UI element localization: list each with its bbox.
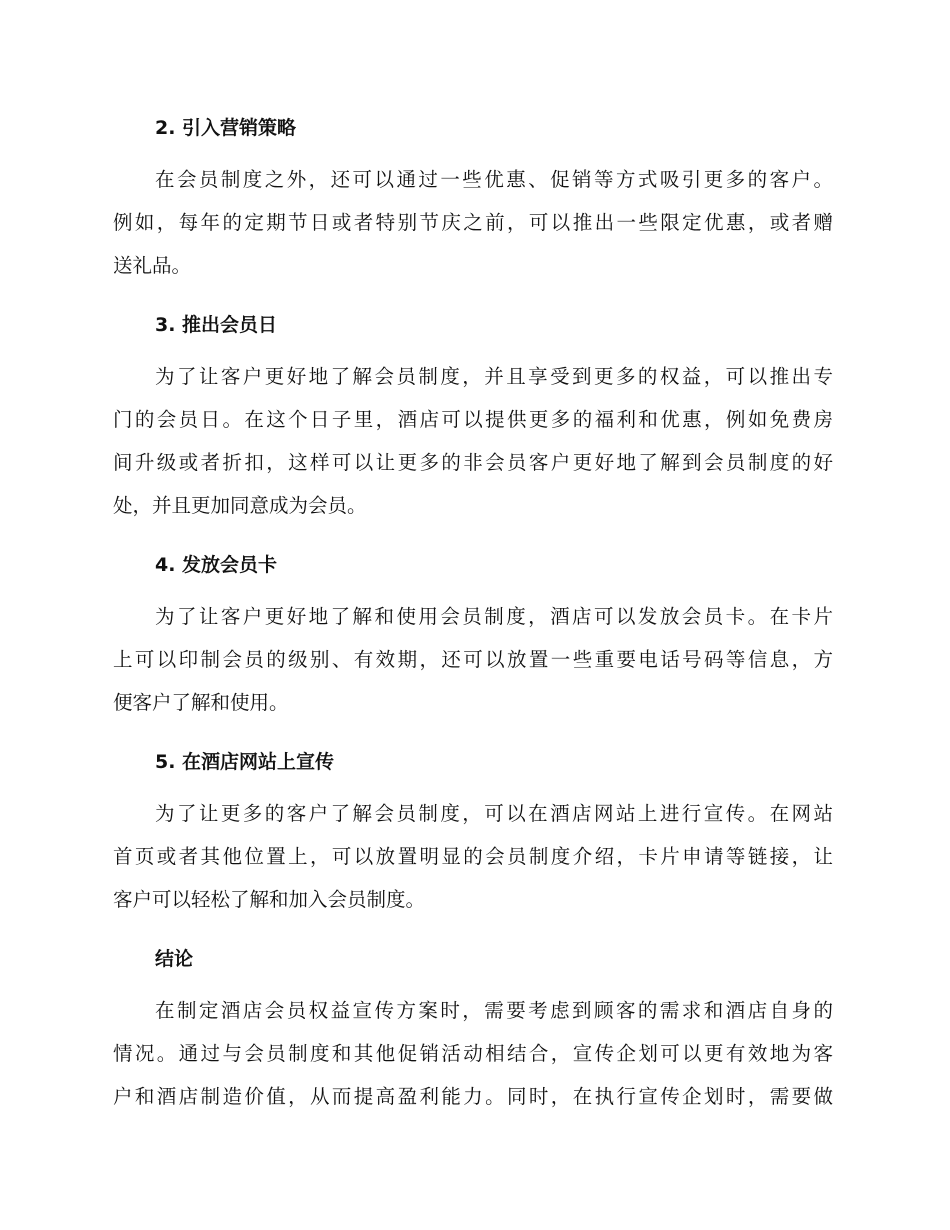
paragraph-line: 首页或者其他位置上，可以放置明显的会员制度介绍，卡片申请等链接，让 <box>113 845 833 868</box>
paragraph-line: 客户可以轻松了解和加入会员制度。 <box>113 888 426 911</box>
paragraph-member-card <box>113 595 833 724</box>
section-heading-marketing: 2. 引入营销策略 <box>155 117 297 139</box>
section-heading-website: 5. 在酒店网站上宣传 <box>155 751 335 773</box>
paragraph-line: 送礼品。 <box>113 254 192 277</box>
paragraph-line: 情况。通过与会员制度和其他促销活动相结合，宣传企划可以更有效地为客 <box>113 1042 833 1065</box>
paragraph-line: 在制定酒店会员权益宣传方案时，需要考虑到顾客的需求和酒店自身的 <box>155 999 833 1022</box>
paragraph-line: 例如，每年的定期节日或者特别节庆之前，可以推出一些限定优惠，或者赠 <box>113 211 833 234</box>
paragraph-line: 为了让客户更好地了解会员制度，并且享受到更多的权益，可以推出专 <box>155 365 833 388</box>
paragraph-line: 户和酒店制造价值，从而提高盈利能力。同时，在执行宣传企划时，需要做 <box>113 1085 833 1108</box>
paragraph-line: 便客户了解和使用。 <box>113 691 289 714</box>
paragraph-line: 上可以印制会员的级别、有效期，还可以放置一些重要电话号码等信息，方 <box>113 648 833 671</box>
paragraph-line: 为了让更多的客户了解会员制度，可以在酒店网站上进行宣传。在网站 <box>155 802 833 825</box>
paragraph-line: 门的会员日。在这个日子里，酒店可以提供更多的福利和优惠，例如免费房 <box>113 408 833 431</box>
section-heading-conclusion: 结论 <box>155 948 194 970</box>
paragraph-conclusion <box>113 989 833 1118</box>
paragraph-line: 在会员制度之外，还可以通过一些优惠、促销等方式吸引更多的客户。 <box>155 168 833 191</box>
paragraph-line: 处，并且更加同意成为会员。 <box>113 494 367 517</box>
paragraph-marketing <box>113 158 833 287</box>
paragraph-website <box>113 792 833 921</box>
document-body <box>113 108 833 1136</box>
section-heading-member-card: 4. 发放会员卡 <box>155 554 278 576</box>
paragraph-line: 间升级或者折扣，这样可以让更多的非会员客户更好地了解到会员制度的好 <box>113 451 833 474</box>
paragraph-line: 为了让客户更好地了解和使用会员制度，酒店可以发放会员卡。在卡片 <box>155 605 833 628</box>
section-heading-member-day: 3. 推出会员日 <box>155 314 278 336</box>
paragraph-member-day <box>113 355 833 527</box>
